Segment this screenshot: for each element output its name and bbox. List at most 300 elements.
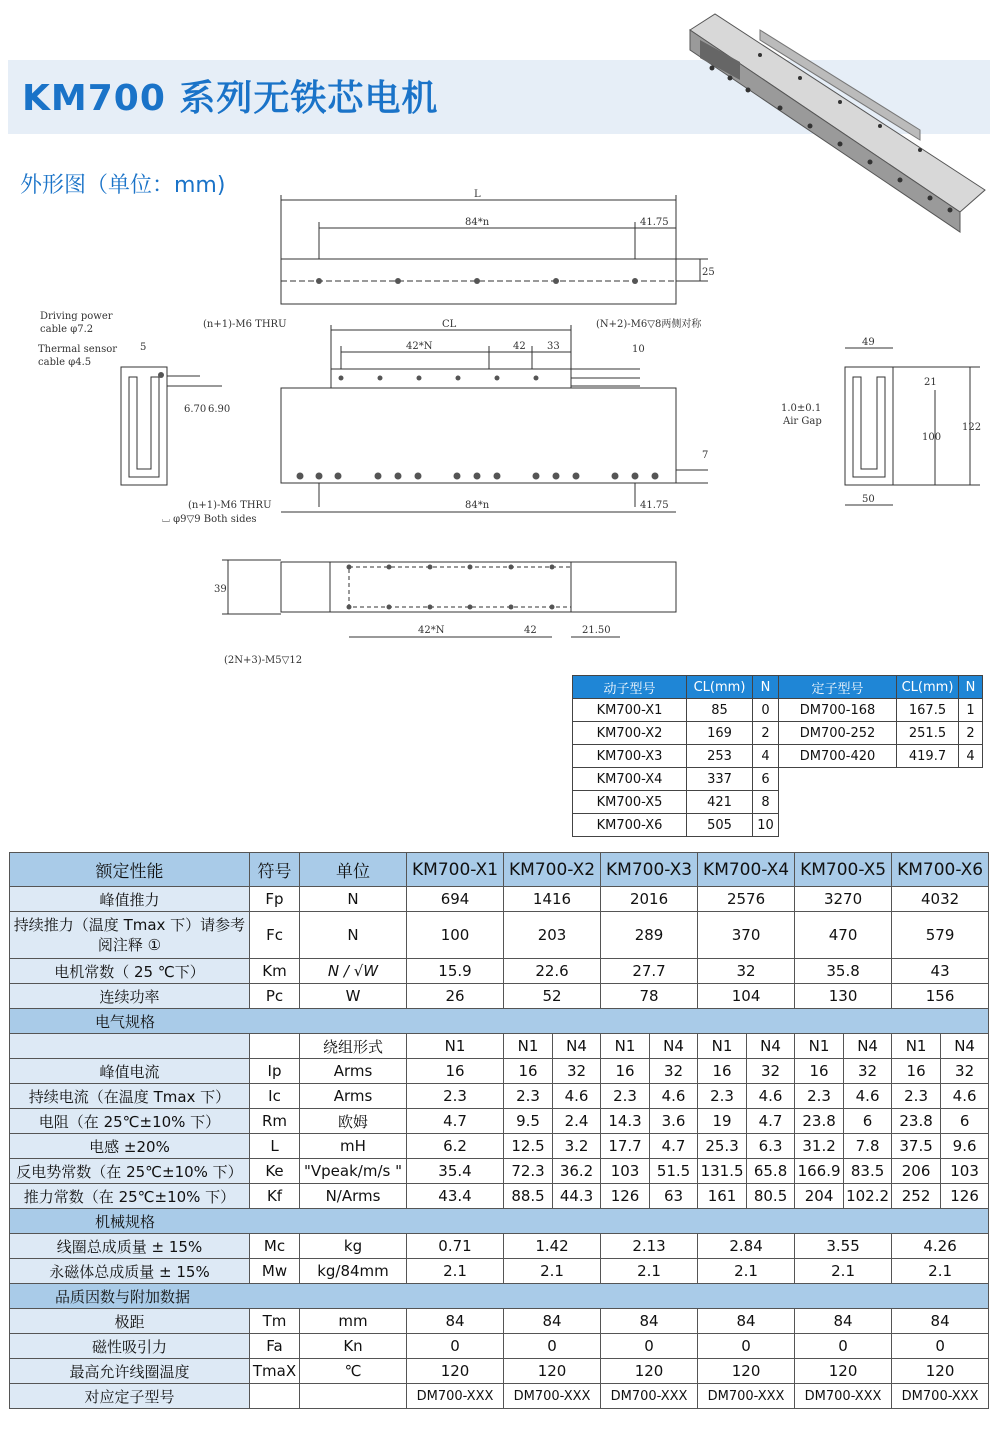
- dim-42N-mid: 42*N: [406, 341, 433, 352]
- table-row: [10, 959, 989, 984]
- cell: DM700-252: [779, 722, 897, 745]
- cell: 26: [407, 984, 504, 1009]
- header-cell: N: [753, 676, 779, 699]
- cell: Mc: [250, 1234, 300, 1259]
- empty-cell: [897, 768, 959, 791]
- cell: mH: [300, 1134, 407, 1159]
- cell: 3.6: [650, 1109, 698, 1134]
- dim-L: L: [474, 189, 481, 200]
- cell: N/Arms: [300, 1184, 407, 1209]
- cell: 1: [959, 699, 983, 722]
- dim-100: 100: [922, 432, 942, 443]
- header-cell: 额定性能: [10, 853, 250, 887]
- table-row: [10, 1109, 989, 1134]
- cell: 36.2: [553, 1159, 601, 1184]
- header-cell: CL(mm): [897, 676, 959, 699]
- cell: KM700-X2: [573, 722, 687, 745]
- cell: 0: [795, 1334, 892, 1359]
- cell: 16: [407, 1059, 504, 1084]
- spec-table: [9, 852, 989, 1409]
- header-cell: KM700-X5: [795, 853, 892, 887]
- cell: 35.4: [407, 1159, 504, 1184]
- header-cell: 动子型号: [573, 676, 687, 699]
- cell: 3270: [795, 887, 892, 912]
- cell: 0: [601, 1334, 698, 1359]
- cell: Ic: [250, 1084, 300, 1109]
- cell: 31.2: [795, 1134, 844, 1159]
- cell: 80.5: [747, 1184, 795, 1209]
- cell: 4.6: [941, 1084, 989, 1109]
- empty-cell: [959, 791, 983, 814]
- cell: 694: [407, 887, 504, 912]
- table-row: [573, 699, 983, 722]
- cell: 120: [892, 1359, 989, 1384]
- cell: 100: [407, 912, 504, 959]
- empty-cell: [897, 814, 959, 837]
- cell: 6: [941, 1109, 989, 1134]
- cell: 7.8: [844, 1134, 892, 1159]
- technical-drawing: [0, 0, 1000, 680]
- cell: N1: [601, 1034, 650, 1059]
- cell: 130: [795, 984, 892, 1009]
- cell: 4032: [892, 887, 989, 912]
- cell: 169: [687, 722, 753, 745]
- cell: 25.3: [698, 1134, 747, 1159]
- cell: 102.2: [844, 1184, 892, 1209]
- table-row: [10, 912, 989, 959]
- cell: 131.5: [698, 1159, 747, 1184]
- cell: 2016: [601, 887, 698, 912]
- cell: 27.7: [601, 959, 698, 984]
- cell: 2: [753, 722, 779, 745]
- row-label: 电阻（在 25℃±10% 下）: [10, 1109, 250, 1134]
- cell: 251.5: [897, 722, 959, 745]
- cell: 6.3: [747, 1134, 795, 1159]
- cell: 17.7: [601, 1134, 650, 1159]
- cell: 0.71: [407, 1234, 504, 1259]
- dim-39: 39: [214, 584, 227, 595]
- cell: "Vpeak/m/s ": [300, 1159, 407, 1184]
- table-row: [10, 1034, 989, 1059]
- dim-4175-top: 41.75: [640, 217, 669, 228]
- cell: 156: [892, 984, 989, 1009]
- cell: [250, 1384, 300, 1409]
- cell: 23.8: [892, 1109, 941, 1134]
- empty-cell: [779, 768, 897, 791]
- cell: 4: [959, 745, 983, 768]
- section-title: 电气规格: [10, 1009, 989, 1034]
- row-label: [10, 1034, 250, 1059]
- cell: 253: [687, 745, 753, 768]
- cell: 23.8: [795, 1109, 844, 1134]
- header-cell: KM700-X4: [698, 853, 795, 887]
- cell: KM700-X4: [573, 768, 687, 791]
- cell: 16: [698, 1059, 747, 1084]
- dim-7: 7: [702, 450, 709, 461]
- cell: Tm: [250, 1309, 300, 1334]
- cell: 6.2: [407, 1134, 504, 1159]
- cell: Arms: [300, 1084, 407, 1109]
- empty-cell: [959, 814, 983, 837]
- cell: 0: [753, 699, 779, 722]
- cell: 0: [407, 1334, 504, 1359]
- dim-25: 25: [702, 267, 715, 278]
- cell: N4: [941, 1034, 989, 1059]
- table-row: [573, 814, 983, 837]
- cell: kg: [300, 1234, 407, 1259]
- cell: 126: [941, 1184, 989, 1209]
- cell: L: [250, 1134, 300, 1159]
- model-table-header: [573, 676, 983, 699]
- cell: 16: [601, 1059, 650, 1084]
- cell: DM700-XXX: [795, 1384, 892, 1409]
- cell: N1: [795, 1034, 844, 1059]
- table-row: [10, 1234, 989, 1259]
- cell: 2.4: [553, 1109, 601, 1134]
- cell: 252: [892, 1184, 941, 1209]
- driving-power-label: Driving power: [40, 311, 113, 322]
- cell: 32: [747, 1059, 795, 1084]
- cell: 6: [844, 1109, 892, 1134]
- table-row: [573, 745, 983, 768]
- header-cell: CL(mm): [687, 676, 753, 699]
- table-row: [573, 791, 983, 814]
- cell: TmaX: [250, 1359, 300, 1384]
- table-row: [10, 1059, 989, 1084]
- dim-690: 6.90: [208, 404, 231, 415]
- cell: 84: [407, 1309, 504, 1334]
- cell: 2.1: [698, 1259, 795, 1284]
- header-cell: KM700-X6: [892, 853, 989, 887]
- cell: KM700-X3: [573, 745, 687, 768]
- m6-note: (N+2)-M6▽8两侧对称: [596, 319, 702, 330]
- table-row: [10, 1184, 989, 1209]
- cell: 2: [959, 722, 983, 745]
- header-cell: KM700-X1: [407, 853, 504, 887]
- cell: 4.6: [553, 1084, 601, 1109]
- dim-84n-top: 84*n: [465, 217, 490, 228]
- cell: 1416: [504, 887, 601, 912]
- cell: 9.6: [941, 1134, 989, 1159]
- cell: N4: [844, 1034, 892, 1059]
- cell: 16: [795, 1059, 844, 1084]
- table-row: [573, 768, 983, 791]
- cell: 16: [504, 1059, 553, 1084]
- cell: 43: [892, 959, 989, 984]
- header-cell: 单位: [300, 853, 407, 887]
- cell: 470: [795, 912, 892, 959]
- cell: DM700-XXX: [601, 1384, 698, 1409]
- cell: 22.6: [504, 959, 601, 984]
- spec-header-row: [10, 853, 989, 887]
- cell: DM700-XXX: [504, 1384, 601, 1409]
- row-label: 线圈总成质量 ± 15%: [10, 1234, 250, 1259]
- dim-50: 50: [862, 494, 875, 505]
- header-cell: 定子型号: [779, 676, 897, 699]
- thru-note-top: (n+1)-M6 THRU: [203, 319, 287, 330]
- cell: 2.1: [407, 1259, 504, 1284]
- dim-21: 21: [924, 377, 937, 388]
- cell: 126: [601, 1184, 650, 1209]
- cell: 72.3: [504, 1159, 553, 1184]
- cell: N: [300, 887, 407, 912]
- cell: DM700-420: [779, 745, 897, 768]
- row-label: 对应定子型号: [10, 1384, 250, 1409]
- dim-5: 5: [140, 342, 147, 353]
- thru-note-bottom: (n+1)-M6 THRU: [188, 500, 272, 511]
- cell: 289: [601, 912, 698, 959]
- row-label: 持续电流（在温度 Tmax 下）: [10, 1084, 250, 1109]
- table-row: [10, 1384, 989, 1409]
- cell: 35.8: [795, 959, 892, 984]
- cell: 2.3: [601, 1084, 650, 1109]
- cell: Kf: [250, 1184, 300, 1209]
- air-gap-value: 1.0±0.1: [781, 403, 822, 414]
- cell: 4.6: [844, 1084, 892, 1109]
- cell: 2.84: [698, 1234, 795, 1259]
- cell: 84: [795, 1309, 892, 1334]
- dim-42-mid: 42: [513, 341, 526, 352]
- cell: N4: [747, 1034, 795, 1059]
- section-title: 品质因数与附加数据: [10, 1284, 989, 1309]
- cell: 161: [698, 1184, 747, 1209]
- cell: 2.3: [407, 1084, 504, 1109]
- cell: KM700-X5: [573, 791, 687, 814]
- cell: DM700-XXX: [892, 1384, 989, 1409]
- cell: 0: [892, 1334, 989, 1359]
- cell: 120: [601, 1359, 698, 1384]
- cell: 2.1: [892, 1259, 989, 1284]
- cell: N1: [698, 1034, 747, 1059]
- table-row: [10, 1309, 989, 1334]
- row-label: 反电势常数（在 25℃±10% 下）: [10, 1159, 250, 1184]
- cell: 4.7: [407, 1109, 504, 1134]
- row-label: 持续推力（温度 Tmax 下）请参考阅注释 ①: [10, 912, 250, 959]
- cell: 78: [601, 984, 698, 1009]
- cell: 44.3: [553, 1184, 601, 1209]
- row-label: 电感 ±20%: [10, 1134, 250, 1159]
- section-header: [10, 1284, 989, 1309]
- table-row: [10, 1334, 989, 1359]
- cell: 203: [504, 912, 601, 959]
- cell: 8: [753, 791, 779, 814]
- cell: N1: [892, 1034, 941, 1059]
- cell: 2.3: [892, 1084, 941, 1109]
- row-label: 连续功率: [10, 984, 250, 1009]
- table-row: [10, 1159, 989, 1184]
- cell: 2.13: [601, 1234, 698, 1259]
- cell: Arms: [300, 1059, 407, 1084]
- cell: DM700-168: [779, 699, 897, 722]
- cell: 337: [687, 768, 753, 791]
- drawing-subtitle: 外形图（单位：mm): [20, 173, 226, 198]
- cell: N4: [553, 1034, 601, 1059]
- header-cell: KM700-X2: [504, 853, 601, 887]
- cell: 88.5: [504, 1184, 553, 1209]
- row-label: 电机常数（ 25 ℃下）: [10, 959, 250, 984]
- cell: [250, 1034, 300, 1059]
- cell: 85: [687, 699, 753, 722]
- cell: 0: [504, 1334, 601, 1359]
- cell: 51.5: [650, 1159, 698, 1184]
- cell: 2.1: [504, 1259, 601, 1284]
- cell: KM700-X6: [573, 814, 687, 837]
- dim-2150: 21.50: [582, 625, 611, 636]
- table-row: [10, 1359, 989, 1384]
- dim-4175-mid: 41.75: [640, 500, 669, 511]
- cell: 2.3: [795, 1084, 844, 1109]
- cell: 120: [698, 1359, 795, 1384]
- section-header: [10, 1209, 989, 1234]
- cell: Ke: [250, 1159, 300, 1184]
- cell: W: [300, 984, 407, 1009]
- cell: 19: [698, 1109, 747, 1134]
- cell: 9.5: [504, 1109, 553, 1134]
- thermal-sensor-label: Thermal sensor: [38, 344, 118, 355]
- cell: 0: [698, 1334, 795, 1359]
- cell: 83.5: [844, 1159, 892, 1184]
- cell: 14.3: [601, 1109, 650, 1134]
- cell: 4.6: [747, 1084, 795, 1109]
- cell: 欧姆: [300, 1109, 407, 1134]
- cell: 103: [941, 1159, 989, 1184]
- row-label: 极距: [10, 1309, 250, 1334]
- table-row: [10, 984, 989, 1009]
- cell: 579: [892, 912, 989, 959]
- cell: kg/84mm: [300, 1259, 407, 1284]
- cell: Fa: [250, 1334, 300, 1359]
- cell: 32: [844, 1059, 892, 1084]
- cell: 2.3: [698, 1084, 747, 1109]
- row-label: 永磁体总成质量 ± 15%: [10, 1259, 250, 1284]
- table-row: [10, 887, 989, 912]
- cell: 3.55: [795, 1234, 892, 1259]
- cell: N / √W: [300, 959, 407, 984]
- dim-42-bot: 42: [524, 625, 537, 636]
- empty-cell: [779, 814, 897, 837]
- row-label: 峰值推力: [10, 887, 250, 912]
- dim-33: 33: [547, 341, 560, 352]
- cell: 206: [892, 1159, 941, 1184]
- cell: DM700-XXX: [698, 1384, 795, 1409]
- cell: 16: [892, 1059, 941, 1084]
- cell: Pc: [250, 984, 300, 1009]
- row-label: 磁性吸引力: [10, 1334, 250, 1359]
- cell: 12.5: [504, 1134, 553, 1159]
- cell: 15.9: [407, 959, 504, 984]
- section-header: [10, 1009, 989, 1034]
- cell: 103: [601, 1159, 650, 1184]
- cell: 84: [892, 1309, 989, 1334]
- dim-CL: CL: [442, 319, 457, 330]
- cell: 32: [941, 1059, 989, 1084]
- cell: 2.1: [601, 1259, 698, 1284]
- cell: 104: [698, 984, 795, 1009]
- cell: 120: [795, 1359, 892, 1384]
- cell: 52: [504, 984, 601, 1009]
- row-label: 最高允许线圈温度: [10, 1359, 250, 1384]
- cell: 4.7: [650, 1134, 698, 1159]
- cell: 43.4: [407, 1184, 504, 1209]
- cell: 37.5: [892, 1134, 941, 1159]
- cell: 419.7: [897, 745, 959, 768]
- page-title: KM700 系列无铁芯电机: [22, 78, 439, 119]
- cell: Kn: [300, 1334, 407, 1359]
- cell: 4.7: [747, 1109, 795, 1134]
- cell: mm: [300, 1309, 407, 1334]
- dim-670: 6.70: [184, 404, 207, 415]
- dim-10: 10: [632, 344, 645, 355]
- cell: 32: [650, 1059, 698, 1084]
- cell: 204: [795, 1184, 844, 1209]
- table-row: [573, 722, 983, 745]
- cell: 421: [687, 791, 753, 814]
- cell: ℃: [300, 1359, 407, 1384]
- cell: N: [300, 912, 407, 959]
- cell: Ip: [250, 1059, 300, 1084]
- cell: 2.1: [795, 1259, 892, 1284]
- cell: 32: [553, 1059, 601, 1084]
- cell: Mw: [250, 1259, 300, 1284]
- cell: 505: [687, 814, 753, 837]
- empty-cell: [959, 768, 983, 791]
- cell: 4: [753, 745, 779, 768]
- cell: 32: [698, 959, 795, 984]
- cell: 65.8: [747, 1159, 795, 1184]
- cell: Fc: [250, 912, 300, 959]
- header-cell: 符号: [250, 853, 300, 887]
- header-cell: N: [959, 676, 983, 699]
- row-label: 推力常数（在 25℃±10% 下）: [10, 1184, 250, 1209]
- both-sides-note: ⌴ φ9▽9 Both sides: [162, 514, 257, 525]
- table-row: [10, 1134, 989, 1159]
- dim-42N-bot: 42*N: [418, 625, 445, 636]
- driving-power-cable: cable φ7.2: [40, 324, 94, 335]
- m5-note: (2N+3)-M5▽12: [224, 655, 303, 666]
- cell: 2.3: [504, 1084, 553, 1109]
- empty-cell: [897, 791, 959, 814]
- dim-49: 49: [862, 337, 875, 348]
- cell: 10: [753, 814, 779, 837]
- dim-122: 122: [962, 422, 982, 433]
- table-row: [10, 1259, 989, 1284]
- cell: 166.9: [795, 1159, 844, 1184]
- cell: 167.5: [897, 699, 959, 722]
- cell: 绕组形式: [300, 1034, 407, 1059]
- cell: 84: [601, 1309, 698, 1334]
- empty-cell: [779, 791, 897, 814]
- cell: N4: [650, 1034, 698, 1059]
- cell: KM700-X1: [573, 699, 687, 722]
- cell: 4.6: [650, 1084, 698, 1109]
- cell: 370: [698, 912, 795, 959]
- cell: 63: [650, 1184, 698, 1209]
- cell: DM700-XXX: [407, 1384, 504, 1409]
- header-cell: KM700-X3: [601, 853, 698, 887]
- air-gap-label: Air Gap: [783, 416, 822, 427]
- dim-84n-mid: 84*n: [465, 500, 490, 511]
- cell: 4.26: [892, 1234, 989, 1259]
- model-table: [572, 675, 983, 837]
- cell: [300, 1384, 407, 1409]
- row-label: 峰值电流: [10, 1059, 250, 1084]
- table-row: [10, 1084, 989, 1109]
- cell: 120: [504, 1359, 601, 1384]
- cell: Fp: [250, 887, 300, 912]
- cell: 1.42: [504, 1234, 601, 1259]
- thermal-sensor-cable: cable φ4.5: [38, 357, 92, 368]
- cell: Rm: [250, 1109, 300, 1134]
